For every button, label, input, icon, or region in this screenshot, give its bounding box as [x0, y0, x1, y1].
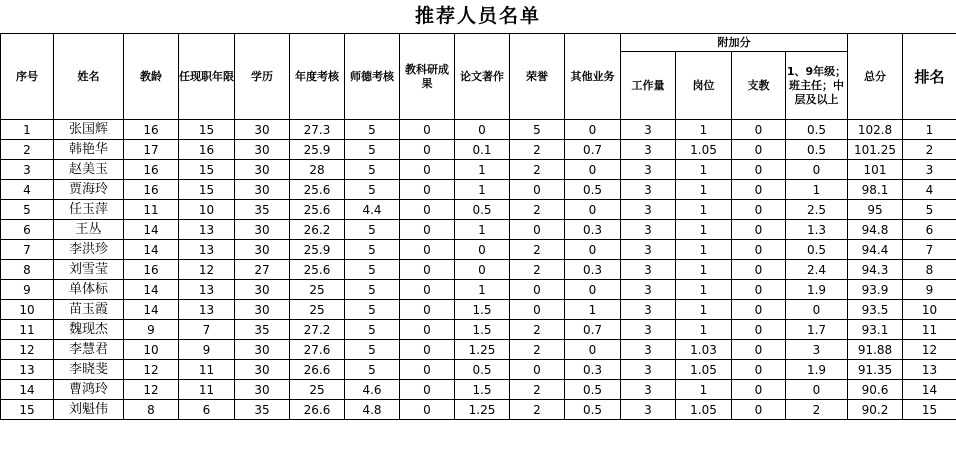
- cell-research: 0: [400, 200, 455, 220]
- cell-support: 0: [732, 400, 786, 420]
- cell-term-years: 15: [179, 180, 235, 200]
- cell-total: 90.2: [848, 400, 903, 420]
- cell-other: 0.5: [565, 380, 621, 400]
- table-row: [1, 320, 956, 340]
- cell-total: 91.35: [848, 360, 903, 380]
- cell-post: 1.05: [676, 360, 732, 380]
- cell-grade-head: 2.5: [786, 200, 848, 220]
- cell-post: 1: [676, 300, 732, 320]
- cell-teach-years: 9: [124, 320, 179, 340]
- cell-teach-years: 12: [124, 380, 179, 400]
- cell-post: 1.05: [676, 400, 732, 420]
- cell-support: 0: [732, 280, 786, 300]
- cell-research: 0: [400, 340, 455, 360]
- cell-papers: 0.5: [455, 360, 510, 380]
- cell-honors: 0: [510, 180, 565, 200]
- cell-other: 1: [565, 300, 621, 320]
- cell-total: 93.1: [848, 320, 903, 340]
- cell-rank: 4: [903, 180, 956, 200]
- table-row: [1, 140, 956, 160]
- cell-papers: 0: [455, 260, 510, 280]
- cell-education: 27: [235, 260, 290, 280]
- cell-post: 1.03: [676, 340, 732, 360]
- cell-workload: 3: [621, 240, 676, 260]
- cell-total: 90.6: [848, 380, 903, 400]
- cell-total: 98.1: [848, 180, 903, 200]
- cell-workload: 3: [621, 300, 676, 320]
- cell-post: 1.05: [676, 140, 732, 160]
- cell-term-years: 9: [179, 340, 235, 360]
- cell-research: 0: [400, 400, 455, 420]
- table-row: [1, 260, 956, 280]
- cell-grade-head: 1: [786, 180, 848, 200]
- cell-honors: 2: [510, 200, 565, 220]
- cell-teach-years: 14: [124, 280, 179, 300]
- cell-research: 0: [400, 260, 455, 280]
- cell-honors: 2: [510, 380, 565, 400]
- cell-annual-review: 25.6: [290, 200, 345, 220]
- cell-education: 30: [235, 380, 290, 400]
- cell-education: 35: [235, 320, 290, 340]
- cell-education: 30: [235, 280, 290, 300]
- cell-teach-years: 12: [124, 360, 179, 380]
- cell-annual-review: 25: [290, 380, 345, 400]
- cell-honors: 0: [510, 300, 565, 320]
- cell-workload: 3: [621, 260, 676, 280]
- cell-other: 0: [565, 200, 621, 220]
- cell-ethics-review: 5: [345, 300, 400, 320]
- header-ethics-review: 师德考核: [345, 34, 400, 120]
- header-post: 岗位: [676, 52, 732, 120]
- cell-rank: 2: [903, 140, 956, 160]
- cell-ethics-review: 5: [345, 260, 400, 280]
- cell-seq: 5: [1, 200, 54, 220]
- cell-honors: 0: [510, 220, 565, 240]
- cell-papers: 0: [455, 240, 510, 260]
- cell-rank: 6: [903, 220, 956, 240]
- cell-seq: 4: [1, 180, 54, 200]
- cell-term-years: 13: [179, 280, 235, 300]
- cell-term-years: 13: [179, 220, 235, 240]
- cell-teach-years: 16: [124, 160, 179, 180]
- cell-teach-years: 10: [124, 340, 179, 360]
- cell-annual-review: 25.6: [290, 180, 345, 200]
- cell-term-years: 11: [179, 380, 235, 400]
- cell-name: 刘雪莹: [54, 260, 124, 280]
- cell-total: 101.25: [848, 140, 903, 160]
- cell-grade-head: 1.9: [786, 280, 848, 300]
- cell-other: 0.5: [565, 400, 621, 420]
- cell-teach-years: 17: [124, 140, 179, 160]
- cell-annual-review: 25.6: [290, 260, 345, 280]
- cell-support: 0: [732, 120, 786, 140]
- table-row: [1, 300, 956, 320]
- cell-education: 30: [235, 220, 290, 240]
- cell-rank: 9: [903, 280, 956, 300]
- cell-other: 0.7: [565, 140, 621, 160]
- cell-workload: 3: [621, 220, 676, 240]
- cell-rank: 13: [903, 360, 956, 380]
- cell-papers: 1.25: [455, 400, 510, 420]
- cell-grade-head: 0.5: [786, 120, 848, 140]
- cell-papers: 0.5: [455, 200, 510, 220]
- cell-other: 0.3: [565, 220, 621, 240]
- cell-workload: 3: [621, 320, 676, 340]
- cell-education: 35: [235, 200, 290, 220]
- table-row: [1, 220, 956, 240]
- cell-seq: 12: [1, 340, 54, 360]
- table-body: [1, 120, 956, 420]
- cell-seq: 7: [1, 240, 54, 260]
- cell-post: 1: [676, 200, 732, 220]
- cell-support: 0: [732, 240, 786, 260]
- cell-workload: 3: [621, 360, 676, 380]
- cell-seq: 8: [1, 260, 54, 280]
- cell-name: 李晓斐: [54, 360, 124, 380]
- cell-ethics-review: 4.6: [345, 380, 400, 400]
- cell-name: 任玉萍: [54, 200, 124, 220]
- cell-total: 93.5: [848, 300, 903, 320]
- cell-name: 王丛: [54, 220, 124, 240]
- table-row: [1, 280, 956, 300]
- cell-seq: 6: [1, 220, 54, 240]
- cell-grade-head: 0.5: [786, 140, 848, 160]
- cell-annual-review: 27.2: [290, 320, 345, 340]
- cell-support: 0: [732, 340, 786, 360]
- cell-support: 0: [732, 180, 786, 200]
- cell-teach-years: 14: [124, 220, 179, 240]
- cell-name: 魏现杰: [54, 320, 124, 340]
- cell-total: 102.8: [848, 120, 903, 140]
- cell-teach-years: 16: [124, 120, 179, 140]
- cell-workload: 3: [621, 160, 676, 180]
- cell-teach-years: 14: [124, 300, 179, 320]
- cell-papers: 0: [455, 120, 510, 140]
- cell-seq: 14: [1, 380, 54, 400]
- cell-term-years: 15: [179, 160, 235, 180]
- cell-workload: 3: [621, 280, 676, 300]
- cell-honors: 0: [510, 360, 565, 380]
- cell-workload: 3: [621, 140, 676, 160]
- cell-honors: 2: [510, 340, 565, 360]
- cell-support: 0: [732, 160, 786, 180]
- cell-research: 0: [400, 180, 455, 200]
- table-row: [1, 360, 956, 380]
- cell-seq: 1: [1, 120, 54, 140]
- cell-papers: 1: [455, 280, 510, 300]
- cell-ethics-review: 5: [345, 140, 400, 160]
- cell-workload: 3: [621, 200, 676, 220]
- cell-other: 0: [565, 280, 621, 300]
- header-workload: 工作量: [621, 52, 676, 120]
- header-teach-years: 教龄: [124, 34, 179, 120]
- cell-other: 0.5: [565, 180, 621, 200]
- table-row: [1, 400, 956, 420]
- cell-grade-head: 2.4: [786, 260, 848, 280]
- table-row: [1, 160, 956, 180]
- cell-seq: 3: [1, 160, 54, 180]
- cell-research: 0: [400, 220, 455, 240]
- cell-honors: 2: [510, 240, 565, 260]
- cell-research: 0: [400, 360, 455, 380]
- cell-term-years: 16: [179, 140, 235, 160]
- table-row: [1, 120, 956, 140]
- cell-total: 101: [848, 160, 903, 180]
- cell-ethics-review: 5: [345, 120, 400, 140]
- cell-honors: 2: [510, 400, 565, 420]
- cell-research: 0: [400, 140, 455, 160]
- cell-annual-review: 27.6: [290, 340, 345, 360]
- cell-rank: 3: [903, 160, 956, 180]
- cell-seq: 11: [1, 320, 54, 340]
- cell-research: 0: [400, 120, 455, 140]
- cell-honors: 5: [510, 120, 565, 140]
- cell-post: 1: [676, 380, 732, 400]
- cell-post: 1: [676, 160, 732, 180]
- header-total: 总分: [848, 34, 903, 120]
- cell-post: 1: [676, 260, 732, 280]
- cell-total: 91.88: [848, 340, 903, 360]
- cell-honors: 2: [510, 320, 565, 340]
- cell-rank: 7: [903, 240, 956, 260]
- cell-term-years: 13: [179, 300, 235, 320]
- header-rank: 排名: [903, 34, 956, 120]
- cell-term-years: 12: [179, 260, 235, 280]
- cell-annual-review: 27.3: [290, 120, 345, 140]
- cell-grade-head: 0.5: [786, 240, 848, 260]
- cell-name: 赵美玉: [54, 160, 124, 180]
- cell-post: 1: [676, 320, 732, 340]
- cell-papers: 1.5: [455, 320, 510, 340]
- cell-other: 0.3: [565, 360, 621, 380]
- header-extra-group: 附加分: [621, 34, 848, 52]
- cell-honors: 0: [510, 280, 565, 300]
- cell-research: 0: [400, 240, 455, 260]
- cell-teach-years: 16: [124, 260, 179, 280]
- cell-other: 0: [565, 240, 621, 260]
- cell-support: 0: [732, 260, 786, 280]
- table-row: [1, 340, 956, 360]
- cell-teach-years: 16: [124, 180, 179, 200]
- header-term-years: 任现职年限: [179, 34, 235, 120]
- cell-papers: 1.5: [455, 380, 510, 400]
- cell-education: 30: [235, 160, 290, 180]
- cell-education: 30: [235, 300, 290, 320]
- cell-education: 30: [235, 340, 290, 360]
- cell-seq: 15: [1, 400, 54, 420]
- cell-ethics-review: 5: [345, 160, 400, 180]
- cell-papers: 1: [455, 160, 510, 180]
- cell-annual-review: 26.2: [290, 220, 345, 240]
- cell-annual-review: 26.6: [290, 360, 345, 380]
- cell-annual-review: 25.9: [290, 240, 345, 260]
- cell-workload: 3: [621, 340, 676, 360]
- cell-grade-head: 1.9: [786, 360, 848, 380]
- cell-rank: 14: [903, 380, 956, 400]
- cell-name: 李慧君: [54, 340, 124, 360]
- cell-education: 30: [235, 240, 290, 260]
- cell-workload: 3: [621, 180, 676, 200]
- cell-teach-years: 8: [124, 400, 179, 420]
- cell-support: 0: [732, 380, 786, 400]
- cell-seq: 2: [1, 140, 54, 160]
- cell-grade-head: 3: [786, 340, 848, 360]
- cell-workload: 3: [621, 120, 676, 140]
- cell-seq: 13: [1, 360, 54, 380]
- header-education: 学历: [235, 34, 290, 120]
- cell-support: 0: [732, 220, 786, 240]
- cell-grade-head: 2: [786, 400, 848, 420]
- cell-ethics-review: 4.4: [345, 200, 400, 220]
- cell-ethics-review: 5: [345, 360, 400, 380]
- cell-term-years: 7: [179, 320, 235, 340]
- cell-seq: 9: [1, 280, 54, 300]
- cell-total: 95: [848, 200, 903, 220]
- cell-ethics-review: 5: [345, 240, 400, 260]
- cell-rank: 15: [903, 400, 956, 420]
- cell-ethics-review: 5: [345, 320, 400, 340]
- table-row: [1, 240, 956, 260]
- cell-ethics-review: 5: [345, 220, 400, 240]
- cell-post: 1: [676, 120, 732, 140]
- cell-honors: 2: [510, 260, 565, 280]
- cell-workload: 3: [621, 400, 676, 420]
- cell-post: 1: [676, 240, 732, 260]
- cell-term-years: 10: [179, 200, 235, 220]
- cell-term-years: 6: [179, 400, 235, 420]
- cell-research: 0: [400, 320, 455, 340]
- cell-rank: 12: [903, 340, 956, 360]
- table-row: [1, 380, 956, 400]
- cell-grade-head: 0: [786, 160, 848, 180]
- header-research: 教科研成果: [400, 34, 455, 120]
- cell-ethics-review: 5: [345, 280, 400, 300]
- cell-rank: 8: [903, 260, 956, 280]
- cell-other: 0: [565, 160, 621, 180]
- cell-other: 0.3: [565, 260, 621, 280]
- cell-ethics-review: 5: [345, 340, 400, 360]
- cell-rank: 10: [903, 300, 956, 320]
- cell-research: 0: [400, 160, 455, 180]
- cell-post: 1: [676, 180, 732, 200]
- cell-term-years: 13: [179, 240, 235, 260]
- cell-teach-years: 14: [124, 240, 179, 260]
- cell-grade-head: 1.7: [786, 320, 848, 340]
- cell-rank: 1: [903, 120, 956, 140]
- header-annual-review: 年度考核: [290, 34, 345, 120]
- cell-education: 30: [235, 360, 290, 380]
- cell-name: 苗玉霞: [54, 300, 124, 320]
- header-grade-head: 1、9年级；班主任；中层及以上: [786, 52, 848, 120]
- cell-total: 93.9: [848, 280, 903, 300]
- cell-name: 贾海玲: [54, 180, 124, 200]
- cell-education: 30: [235, 140, 290, 160]
- cell-total: 94.4: [848, 240, 903, 260]
- cell-support: 0: [732, 320, 786, 340]
- cell-papers: 1.5: [455, 300, 510, 320]
- cell-support: 0: [732, 200, 786, 220]
- table-row: [1, 200, 956, 220]
- cell-term-years: 11: [179, 360, 235, 380]
- cell-papers: 0.1: [455, 140, 510, 160]
- cell-name: 李洪珍: [54, 240, 124, 260]
- cell-education: 30: [235, 180, 290, 200]
- cell-name: 曹鸿玲: [54, 380, 124, 400]
- header-other: 其他业务: [565, 34, 621, 120]
- cell-grade-head: 0: [786, 300, 848, 320]
- cell-research: 0: [400, 280, 455, 300]
- header-seq: 序号: [1, 34, 54, 120]
- cell-papers: 1: [455, 220, 510, 240]
- page-title: 推荐人员名单: [414, 5, 541, 27]
- header-papers: 论文著作: [455, 34, 510, 120]
- cell-honors: 2: [510, 140, 565, 160]
- cell-other: 0: [565, 120, 621, 140]
- cell-other: 0: [565, 340, 621, 360]
- cell-support: 0: [732, 300, 786, 320]
- table-row: [1, 180, 956, 200]
- cell-grade-head: 1.3: [786, 220, 848, 240]
- recommended-staff-table: [0, 33, 956, 420]
- cell-papers: 1: [455, 180, 510, 200]
- cell-annual-review: 28: [290, 160, 345, 180]
- cell-research: 0: [400, 300, 455, 320]
- cell-research: 0: [400, 380, 455, 400]
- cell-total: 94.8: [848, 220, 903, 240]
- cell-education: 30: [235, 120, 290, 140]
- cell-papers: 1.25: [455, 340, 510, 360]
- cell-post: 1: [676, 220, 732, 240]
- cell-annual-review: 25: [290, 300, 345, 320]
- cell-term-years: 15: [179, 120, 235, 140]
- cell-rank: 5: [903, 200, 956, 220]
- cell-annual-review: 26.6: [290, 400, 345, 420]
- cell-name: 单体标: [54, 280, 124, 300]
- cell-name: 张国辉: [54, 120, 124, 140]
- cell-rank: 11: [903, 320, 956, 340]
- cell-ethics-review: 5: [345, 180, 400, 200]
- cell-support: 0: [732, 140, 786, 160]
- header-name: 姓名: [54, 34, 124, 120]
- cell-honors: 2: [510, 160, 565, 180]
- cell-annual-review: 25: [290, 280, 345, 300]
- cell-name: 刘魁伟: [54, 400, 124, 420]
- cell-workload: 3: [621, 380, 676, 400]
- header-honors: 荣誉: [510, 34, 565, 120]
- cell-support: 0: [732, 360, 786, 380]
- cell-name: 韩艳华: [54, 140, 124, 160]
- cell-ethics-review: 4.8: [345, 400, 400, 420]
- cell-post: 1: [676, 280, 732, 300]
- cell-grade-head: 0: [786, 380, 848, 400]
- cell-annual-review: 25.9: [290, 140, 345, 160]
- header-support: 支教: [732, 52, 786, 120]
- cell-total: 94.3: [848, 260, 903, 280]
- cell-seq: 10: [1, 300, 54, 320]
- cell-other: 0.7: [565, 320, 621, 340]
- cell-teach-years: 11: [124, 200, 179, 220]
- cell-education: 35: [235, 400, 290, 420]
